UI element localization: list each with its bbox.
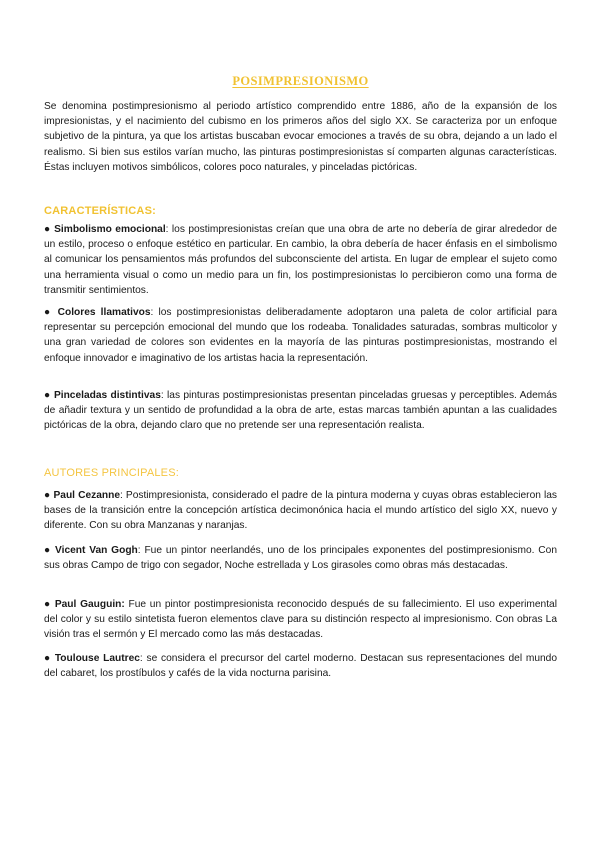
bullet: ●: [44, 390, 51, 401]
characteristic-text: : los postimpresionistas deliberadamente adoptaron una paleta de color artificial para representar su percepción emocional del mundo que los rodeaba. Tonalidades saturadas, sombras multicolor y una gran variedad de colores son evidentes en la mayoría de las pinturas postimpresionistas, mostrando el enfoque innovador e imaginativo de los artistas hacia la representación.: [44, 307, 557, 364]
page-title: POSIMPRESIONISMO: [232, 74, 369, 88]
characteristic-text: : los postimpresionistas creían que una obra de arte no debería de girar alrededor de un estilo, proceso o enfoque estético en particular. En cambio, la obra debería de hacer énfasis en el simbolismo al comunicar los pensamientos más profundos del subconsciente del artista. En lugar de emplear el sujeto como una herramienta visual o como un medio para un fin, los postimpresionistas lo percibieron como una forma de transmitir sentimientos.: [44, 224, 557, 296]
author-text: Fue un pintor postimpresionista reconocido después de su fallecimiento. El uso experimental del color y su estilo sintetista fueron elementos clave para su distinción respecto al impresionismo. Con obras La visión tras el sermón y El mercado como las más destacadas.: [44, 599, 557, 641]
intro-paragraph: Se denomina postimpresionismo al periodo artístico comprendido entre 1886, año de la expansión de los impresionistas, y el nacimiento del cubismo en los primeros años del siglo XX. Se caracteriza por un enfoque subjetivo de la pintura, ya que los artistas buscaban evocar emociones a través de su obra, dejando a un lado el realismo. Si bien sus estilos varían mucho, las pinturas postimpresionistas sí comparten algunas características. Éstas incluyen motivos simbólicos, colores poco naturales, y pinceladas pictóricas.: [44, 101, 557, 173]
characteristic-term: Simbolismo emocional: [54, 224, 166, 235]
author-name: Paul Gauguin:: [54, 599, 125, 610]
author-text: : se considera el precursor del cartel moderno. Destacan sus representaciones del mundo del cabaret, los prostíbulos y cafés de la vida nocturna parisina.: [44, 653, 557, 680]
author-item-gauguin: [44, 597, 557, 643]
characteristic-term: Pinceladas distintivas: [53, 390, 161, 401]
bullet: ●: [44, 307, 53, 318]
author-text: : Fue un pintor neerlandés, uno de los principales exponentes del postimpresionismo. Con sus obras Campo de trigo con segador, Noche estrellada y Los girasoles como obras más destacadas.: [44, 545, 557, 572]
characteristic-text: : las pinturas postimpresionistas presentan pinceladas gruesas y perceptibles. Además de añadir textura y un sentido de profundidad a la obra de arte, estas marcas también apuntan a las cualidades pictóricas de la obra, dejando claro que no pretende ser una representación realista.: [44, 390, 557, 432]
author-name: Toulouse Lautrec: [54, 653, 140, 664]
bullet: ●: [44, 224, 51, 235]
characteristic-item-simbolismo: [44, 222, 557, 298]
bullet: ●: [44, 599, 52, 610]
author-name: Vicent Van Gogh: [55, 545, 138, 556]
characteristics-heading: CARACTERÍSTICAS:: [44, 205, 156, 217]
authors-heading: AUTORES PRINCIPALES:: [44, 467, 180, 479]
bullet: ●: [44, 490, 51, 501]
author-name: Paul Cezanne: [53, 490, 120, 501]
author-item-van-gogh: [44, 543, 557, 573]
bullet: ●: [44, 653, 52, 664]
author-item-cezanne: [44, 488, 557, 534]
author-text: : Postimpresionista, considerado el padre de la pintura moderna y cuyas obras establecieron las bases de la transición entre la concepción artística decimonónica hacia el mundo artístico del siglo XX, nuevo y diferente. Con su obra Manzanas y naranjas.: [44, 490, 557, 532]
bullet: ●: [44, 545, 52, 556]
characteristic-item-pinceladas: [44, 388, 557, 434]
characteristic-term: Colores llamativos: [57, 307, 151, 318]
characteristic-item-colores: [44, 305, 557, 366]
author-item-lautrec: [44, 651, 557, 681]
